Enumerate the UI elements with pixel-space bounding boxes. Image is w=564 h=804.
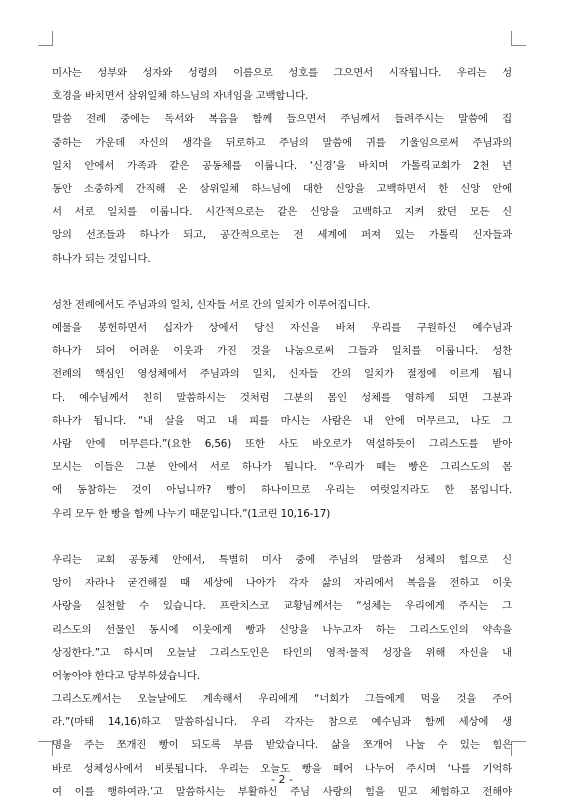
text-line: 명을 주는 쪼개진 빵이 되도록 부름 받았습니다. 삶을 쪼개어 나눌 수 있는 힘은 (52, 739, 512, 752)
text-line: 어놓아야 한다고 당부하셨습니다. (52, 669, 200, 682)
document-body (52, 62, 512, 804)
text-line: 하나가 됩니다. “내 살을 먹고 내 피를 마시는 사람은 내 안에 머무르고, 나도 그 (52, 414, 512, 427)
text-line: 호경을 바치면서 삼위일체 하느님의 자녀임을 고백합니다. (52, 90, 309, 103)
text-line: 전례의 핵심인 영성체에서 주님과의 일치, 신자들 간의 일치가 절정에 이르게 됩니 (52, 368, 512, 381)
paragraph-gap (52, 271, 512, 294)
text-line: 여 이를 행하여라.’고 말씀하시는 부활하신 주님 사랑의 힘을 믿고 체험하고 전해야 (52, 785, 512, 798)
text-line: 성찬 전례에서도 주님과의 일치, 신자들 서로 간의 일치가 이루어집니다. (52, 298, 371, 311)
text-line: 다. 예수님께서 친히 말씀하시는 것처럼 그분의 몸인 성체를 영하게 되면 그분과 (52, 391, 512, 404)
text-line: 우리 모두 한 빵을 함께 나누기 때문입니다.”(1코린 10,16-17) (52, 507, 331, 520)
text-line: 말씀 전례 중에는 독서와 복음을 함께 들으면서 주님께서 들려주시는 말씀에 집 (52, 113, 512, 126)
page-number: - 2 - (271, 773, 293, 786)
text-line: 모시는 이들은 그분 안에서 서로 하나가 됩니다. “우리가 떼는 빵은 그리스도의 몸 (52, 461, 512, 474)
crop-mark-bottom-right (511, 741, 526, 756)
text-line: 앙이 자라나 굳건해질 때 세상에 나아가 각자 삶의 자리에서 복음을 전하고 이웃 (52, 577, 512, 590)
text-line: 바로 성체성사에서 비롯됩니다. 우리는 오늘도 빵을 떼어 나누어 주시며 ‘나를 기억하 (52, 762, 512, 775)
text-line: 라.”(마태 14,16)하고 말씀하십니다. 우리 각자는 참으로 예수님과 함께 세상에 생 (52, 716, 512, 729)
text-line: 상징한다.”고 하시며 오늘날 그리스도인은 타인의 영적·물적 성장을 위해 자신을 내 (52, 646, 512, 659)
crop-mark-top-left (38, 31, 53, 46)
text-line: 예물을 봉헌하면서 십자가 상에서 당신 자신을 바쳐 우리를 구원하신 예수님과 (52, 322, 512, 335)
text-line: 일치 안에서 가족과 같은 공동체를 이룹니다. ‘신경’을 바치며 가톨릭교회가 2천 년 (52, 159, 512, 172)
text-line: 서 서로 일치를 이룹니다. 시간적으로는 같은 신앙을 고백하고 지켜 왔던 모든 신 (52, 206, 512, 219)
text-line: 사람 안에 머무른다.”(요한 6,56) 또한 사도 바오로가 역설하듯이 그리스도를 받아 (52, 438, 512, 450)
text-line: 중하는 가운데 자신의 생각을 뒤로하고 주님의 말씀에 귀를 기울임으로써 주님과의 (52, 136, 512, 149)
paragraph-gap (52, 526, 512, 549)
crop-mark-top-right (511, 31, 526, 46)
text-line: 미사는 성부와 성자와 성령의 이름으로 성호를 그으면서 시작됩니다. 우리는 성 (52, 67, 512, 79)
text-line: 에 동참하는 것이 아닙니까? 빵이 하나이므로 우리는 여럿일지라도 한 몸입니다. (52, 484, 512, 497)
text-line: 앙의 선조들과 하나가 되고, 공간적으로는 전 세계에 퍼져 있는 가톨릭 신자들과 (52, 229, 512, 242)
text-line: 그리스도께서는 오늘날에도 계속해서 우리에게 “너희가 그들에게 먹을 것을 주어 (52, 693, 512, 706)
text-line: 리스도의 선물인 동시에 이웃에게 빵과 신앙을 나누고자 하는 그리스도인의 약속을 (52, 623, 512, 636)
text-line: 우리는 교회 공동체 안에서, 특별히 미사 중에 주님의 말씀과 성체의 힘으로 신 (52, 553, 512, 566)
text-line: 동안 소중하게 간직해 온 삼위일체 하느님에 대한 신앙을 고백하면서 한 신앙 안에 (52, 182, 512, 195)
crop-mark-bottom-left (38, 741, 53, 756)
text-line: 하나가 되어 어려운 이웃과 가진 것을 나눔으로써 그들과 일치를 이룹니다. 성찬 (52, 345, 512, 358)
text-line: 사랑을 실천할 수 있습니다. 프란치스코 교황님께서는 “성체는 우리에게 주시는 그 (52, 600, 512, 613)
text-line: 하나가 되는 것입니다. (52, 252, 151, 265)
